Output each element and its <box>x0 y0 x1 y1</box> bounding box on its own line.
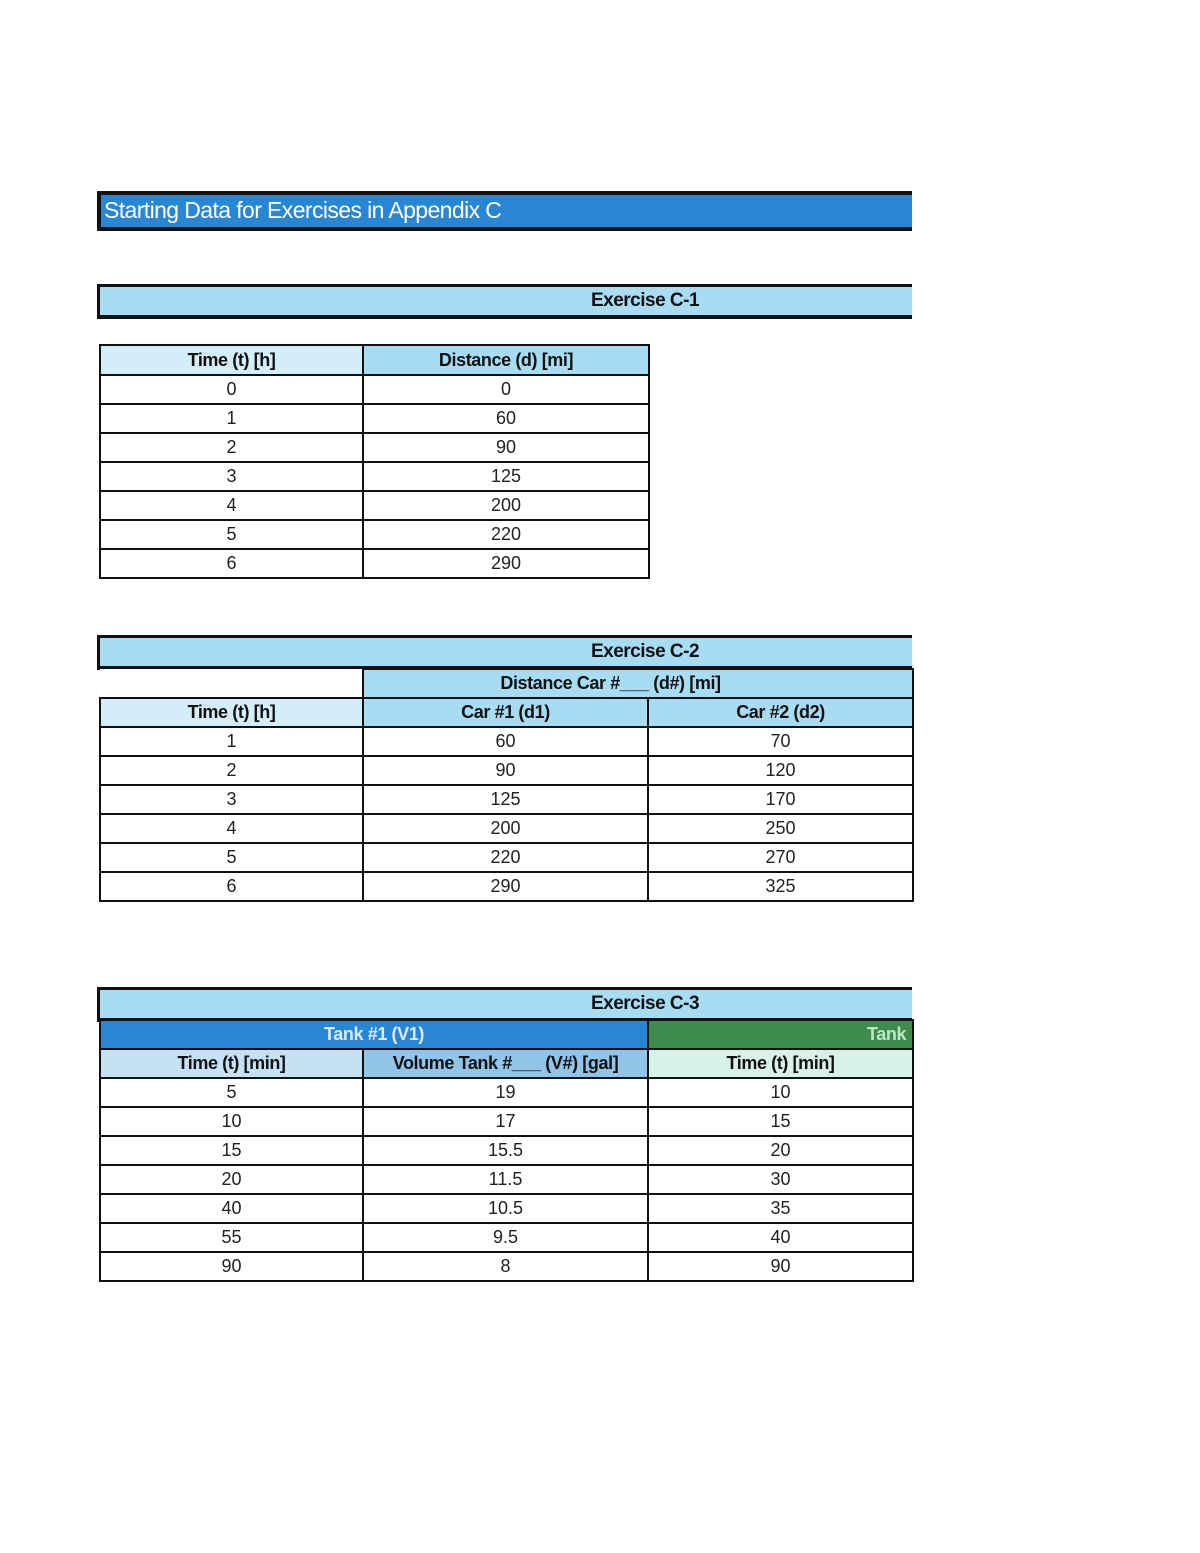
c2-header-time: Time (t) [h] <box>100 698 363 727</box>
table-row <box>100 1107 913 1136</box>
table-cell: 0 <box>363 375 649 404</box>
c3-header-volume: Volume Tank #___ (V#) [gal] <box>363 1049 648 1078</box>
table-cell: 15 <box>648 1107 913 1136</box>
table-cell: 1 <box>100 727 363 756</box>
exercise-c3-table <box>99 1019 914 1282</box>
table-row <box>100 1165 913 1194</box>
table-cell: 19 <box>363 1078 648 1107</box>
table-cell: 250 <box>648 814 913 843</box>
table-cell: 35 <box>648 1194 913 1223</box>
c1-header-distance: Distance (d) [mi] <box>363 345 649 375</box>
c2-empty-cell <box>100 669 363 698</box>
table-row <box>100 843 913 872</box>
c2-header-car2: Car #2 (d2) <box>648 698 913 727</box>
table-cell: 20 <box>100 1165 363 1194</box>
table-row <box>100 756 913 785</box>
table-row <box>100 1194 913 1223</box>
table-row <box>100 375 649 404</box>
table-cell: 2 <box>100 756 363 785</box>
exercise-c2-table <box>99 668 914 902</box>
table-cell: 290 <box>363 549 649 578</box>
c3-tank1-header: Tank #1 (V1) <box>100 1020 648 1049</box>
table-row <box>100 549 649 578</box>
table-cell: 20 <box>648 1136 913 1165</box>
page-title: Starting Data for Exercises in Appendix C <box>97 191 912 231</box>
table-row <box>100 1223 913 1252</box>
table-cell: 11.5 <box>363 1165 648 1194</box>
table-cell: 200 <box>363 814 648 843</box>
table-row <box>100 404 649 433</box>
exercise-c2-heading: Exercise C-2 <box>97 635 912 670</box>
table-cell: 30 <box>648 1165 913 1194</box>
table-row <box>100 727 913 756</box>
table-cell: 5 <box>100 843 363 872</box>
table-row <box>100 1078 913 1107</box>
table-cell: 5 <box>100 1078 363 1107</box>
table-cell: 220 <box>363 520 649 549</box>
table-cell: 9.5 <box>363 1223 648 1252</box>
table-cell: 90 <box>648 1252 913 1281</box>
c1-header-time: Time (t) [h] <box>100 345 363 375</box>
table-cell: 40 <box>100 1194 363 1223</box>
table-cell: 4 <box>100 491 363 520</box>
table-cell: 290 <box>363 872 648 901</box>
exercise-c1-heading: Exercise C-1 <box>97 284 912 319</box>
table-cell: 6 <box>100 549 363 578</box>
table-row <box>100 462 649 491</box>
c3-tank2-header: Tank <box>648 1020 913 1049</box>
table-row <box>100 785 913 814</box>
table-cell: 3 <box>100 462 363 491</box>
exercise-c3-heading: Exercise C-3 <box>97 987 912 1022</box>
table-cell: 2 <box>100 433 363 462</box>
table-cell: 1 <box>100 404 363 433</box>
table-cell: 120 <box>648 756 913 785</box>
table-cell: 10.5 <box>363 1194 648 1223</box>
c3-header-time2: Time (t) [min] <box>648 1049 913 1078</box>
table-cell: 6 <box>100 872 363 901</box>
table-cell: 10 <box>100 1107 363 1136</box>
table-row <box>100 520 649 549</box>
table-row <box>100 433 649 462</box>
table-cell: 90 <box>363 756 648 785</box>
table-cell: 5 <box>100 520 363 549</box>
table-row <box>100 872 913 901</box>
table-cell: 4 <box>100 814 363 843</box>
table-cell: 40 <box>648 1223 913 1252</box>
table-cell: 60 <box>363 404 649 433</box>
table-cell: 90 <box>363 433 649 462</box>
c3-header-time1: Time (t) [min] <box>100 1049 363 1078</box>
table-cell: 220 <box>363 843 648 872</box>
table-row <box>100 1252 913 1281</box>
table-cell: 3 <box>100 785 363 814</box>
table-row <box>100 814 913 843</box>
table-cell: 325 <box>648 872 913 901</box>
table-cell: 15.5 <box>363 1136 648 1165</box>
table-row <box>100 1136 913 1165</box>
table-cell: 270 <box>648 843 913 872</box>
table-cell: 8 <box>363 1252 648 1281</box>
table-cell: 200 <box>363 491 649 520</box>
table-cell: 0 <box>100 375 363 404</box>
table-cell: 10 <box>648 1078 913 1107</box>
table-cell: 125 <box>363 462 649 491</box>
table-cell: 15 <box>100 1136 363 1165</box>
table-row <box>100 491 649 520</box>
c2-group-header: Distance Car #___ (d#) [mi] <box>363 669 913 698</box>
c2-header-car1: Car #1 (d1) <box>363 698 648 727</box>
table-cell: 55 <box>100 1223 363 1252</box>
table-cell: 125 <box>363 785 648 814</box>
table-cell: 90 <box>100 1252 363 1281</box>
table-cell: 70 <box>648 727 913 756</box>
table-cell: 17 <box>363 1107 648 1136</box>
table-cell: 60 <box>363 727 648 756</box>
exercise-c1-table <box>99 344 650 579</box>
table-cell: 170 <box>648 785 913 814</box>
